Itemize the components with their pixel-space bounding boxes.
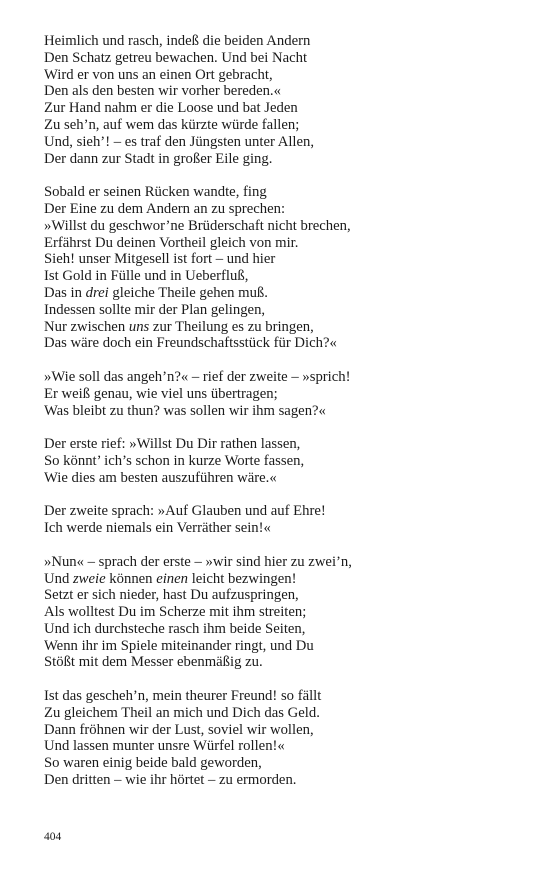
italic-emphasis: drei: [85, 284, 109, 301]
poem-line: [44, 503, 514, 520]
poem-line: [44, 772, 514, 789]
line-text: Den Schatz getreu bewachen. Und bei Nacht: [44, 49, 308, 66]
poem-line: [44, 218, 514, 235]
line-text: Der dann zur Stadt in großer Eile ging.: [44, 150, 273, 167]
poem-line: [44, 436, 514, 453]
poem-line: [44, 604, 514, 621]
poem-line: [44, 33, 514, 50]
poem-line: [44, 302, 514, 319]
line-text: Er weiß genau, wie viel uns übertragen;: [44, 385, 278, 402]
stanza: [44, 184, 514, 352]
stanza: [44, 436, 514, 486]
line-text: Zur Hand nahm er die Loose und bat Jeden: [44, 100, 298, 117]
poem-line: [44, 369, 514, 386]
line-text: Stößt mit dem Messer ebenmäßig zu.: [44, 654, 263, 671]
poem-line: [44, 285, 514, 302]
line-text: Wenn ihr im Spiele miteinander ringt, und Du: [44, 637, 314, 654]
line-text: Der Eine zu dem Andern an zu sprechen:: [44, 200, 286, 217]
poem-line: [44, 403, 514, 420]
line-text: Nur zwischen: [44, 318, 129, 335]
line-text: So könnt’ ich’s schon in kurze Worte fassen,: [44, 452, 305, 469]
line-text: können: [105, 570, 157, 587]
poem-line: [44, 705, 514, 722]
poem-line: [44, 201, 514, 218]
italic-emphasis: zweie: [72, 570, 106, 587]
line-text: Und ich durchsteche rasch ihm beide Seiten,: [44, 620, 306, 637]
line-text: Wird er von uns an einen Ort gebracht,: [44, 66, 273, 83]
italic-emphasis: uns: [128, 318, 150, 335]
line-text: Der erste rief: »Willst Du Dir rathen lassen,: [44, 436, 301, 453]
poem-line: [44, 755, 514, 772]
poem-line: [44, 738, 514, 755]
line-text: Sobald er seinen Rücken wandte, fing: [44, 184, 267, 201]
line-text: Das wäre doch ein Freundschaftsstück für Dich?«: [44, 335, 337, 352]
poem-line: [44, 688, 514, 705]
poem-line: [44, 587, 514, 604]
line-text: Und: [44, 570, 73, 587]
poem-line: [44, 654, 514, 671]
line-text: Zu seh’n, auf wem das kürzte würde fallen;: [44, 116, 300, 133]
poem-line: [44, 638, 514, 655]
line-text: Den als den besten wir vorher bereden.«: [44, 83, 281, 100]
poem-line: [44, 83, 514, 100]
line-text: Erfährst Du deinen Vortheil gleich von mir.: [44, 234, 299, 251]
line-text: So waren einig beide bald geworden,: [44, 755, 262, 772]
poem-line: [44, 453, 514, 470]
poem-line: [44, 554, 514, 571]
poem-text: [44, 33, 514, 806]
line-text: Ist das gescheh’n, mein theurer Freund! so fällt: [44, 688, 322, 705]
italic-emphasis: einen: [156, 570, 189, 587]
stanza: [44, 33, 514, 167]
line-text: Heimlich und rasch, indeß die beiden Andern: [44, 33, 311, 49]
poem-line: [44, 251, 514, 268]
line-text: Wie dies am besten auszuführen wäre.«: [44, 469, 277, 486]
line-text: Setzt er sich nieder, hast Du aufzuspringen,: [44, 587, 299, 604]
line-text: Indessen sollte mir der Plan gelingen,: [44, 301, 266, 318]
line-text: Zu gleichem Theil an mich und Dich das Geld.: [44, 704, 320, 721]
line-text: zur Theilung es zu bringen,: [149, 318, 314, 335]
poem-line: [44, 100, 514, 117]
poem-line: [44, 117, 514, 134]
line-text: Was bleibt zu thun? was sollen wir ihm sagen?«: [44, 402, 326, 419]
poem-line: [44, 722, 514, 739]
poem-line: [44, 67, 514, 84]
line-text: »Willst du geschwor’ne Brüderschaft nicht brechen,: [44, 217, 351, 234]
line-text: Und lassen munter unsre Würfel rollen!«: [44, 738, 285, 755]
line-text: Der zweite sprach: »Auf Glauben und auf Ehre!: [44, 503, 326, 520]
line-text: Dann fröhnen wir der Lust, soviel wir wollen,: [44, 721, 314, 738]
poem-line: [44, 184, 514, 201]
stanza: [44, 369, 514, 419]
stanza: [44, 554, 514, 672]
line-text: Sieh! unser Mitgesell ist fort – und hier: [44, 251, 276, 268]
stanza: [44, 688, 514, 789]
stanza: [44, 503, 514, 537]
poem-line: [44, 520, 514, 537]
poem-line: [44, 335, 514, 352]
poem-line: [44, 470, 514, 487]
line-text: gleiche Theile gehen muß.: [108, 284, 268, 301]
line-text: Das in: [44, 284, 86, 301]
poem-line: [44, 571, 514, 588]
poem-line: [44, 151, 514, 168]
line-text: Als wolltest Du im Scherze mit ihm streiten;: [44, 604, 307, 621]
line-text: »Nun« – sprach der erste – »wir sind hier zu zwei’n,: [44, 553, 352, 570]
page-number: 404: [44, 831, 62, 843]
line-text: Ist Gold in Fülle und in Ueberfluß,: [44, 268, 249, 285]
poem-line: [44, 319, 514, 336]
line-text: Und, sieh’! – es traf den Jüngsten unter Allen,: [44, 133, 315, 150]
line-text: Den dritten – wie ihr hörtet – zu ermorden.: [44, 772, 297, 789]
line-text: Ich werde niemals ein Verräther sein!«: [44, 520, 271, 537]
poem-line: [44, 268, 514, 285]
line-text: leicht bezwingen!: [188, 570, 297, 587]
poem-line: [44, 386, 514, 403]
poem-line: [44, 134, 514, 151]
poem-line: [44, 621, 514, 638]
poem-line: [44, 50, 514, 67]
line-text: »Wie soll das angeh’n?« – rief der zweite – »sprich!: [44, 368, 351, 385]
poem-line: [44, 235, 514, 252]
